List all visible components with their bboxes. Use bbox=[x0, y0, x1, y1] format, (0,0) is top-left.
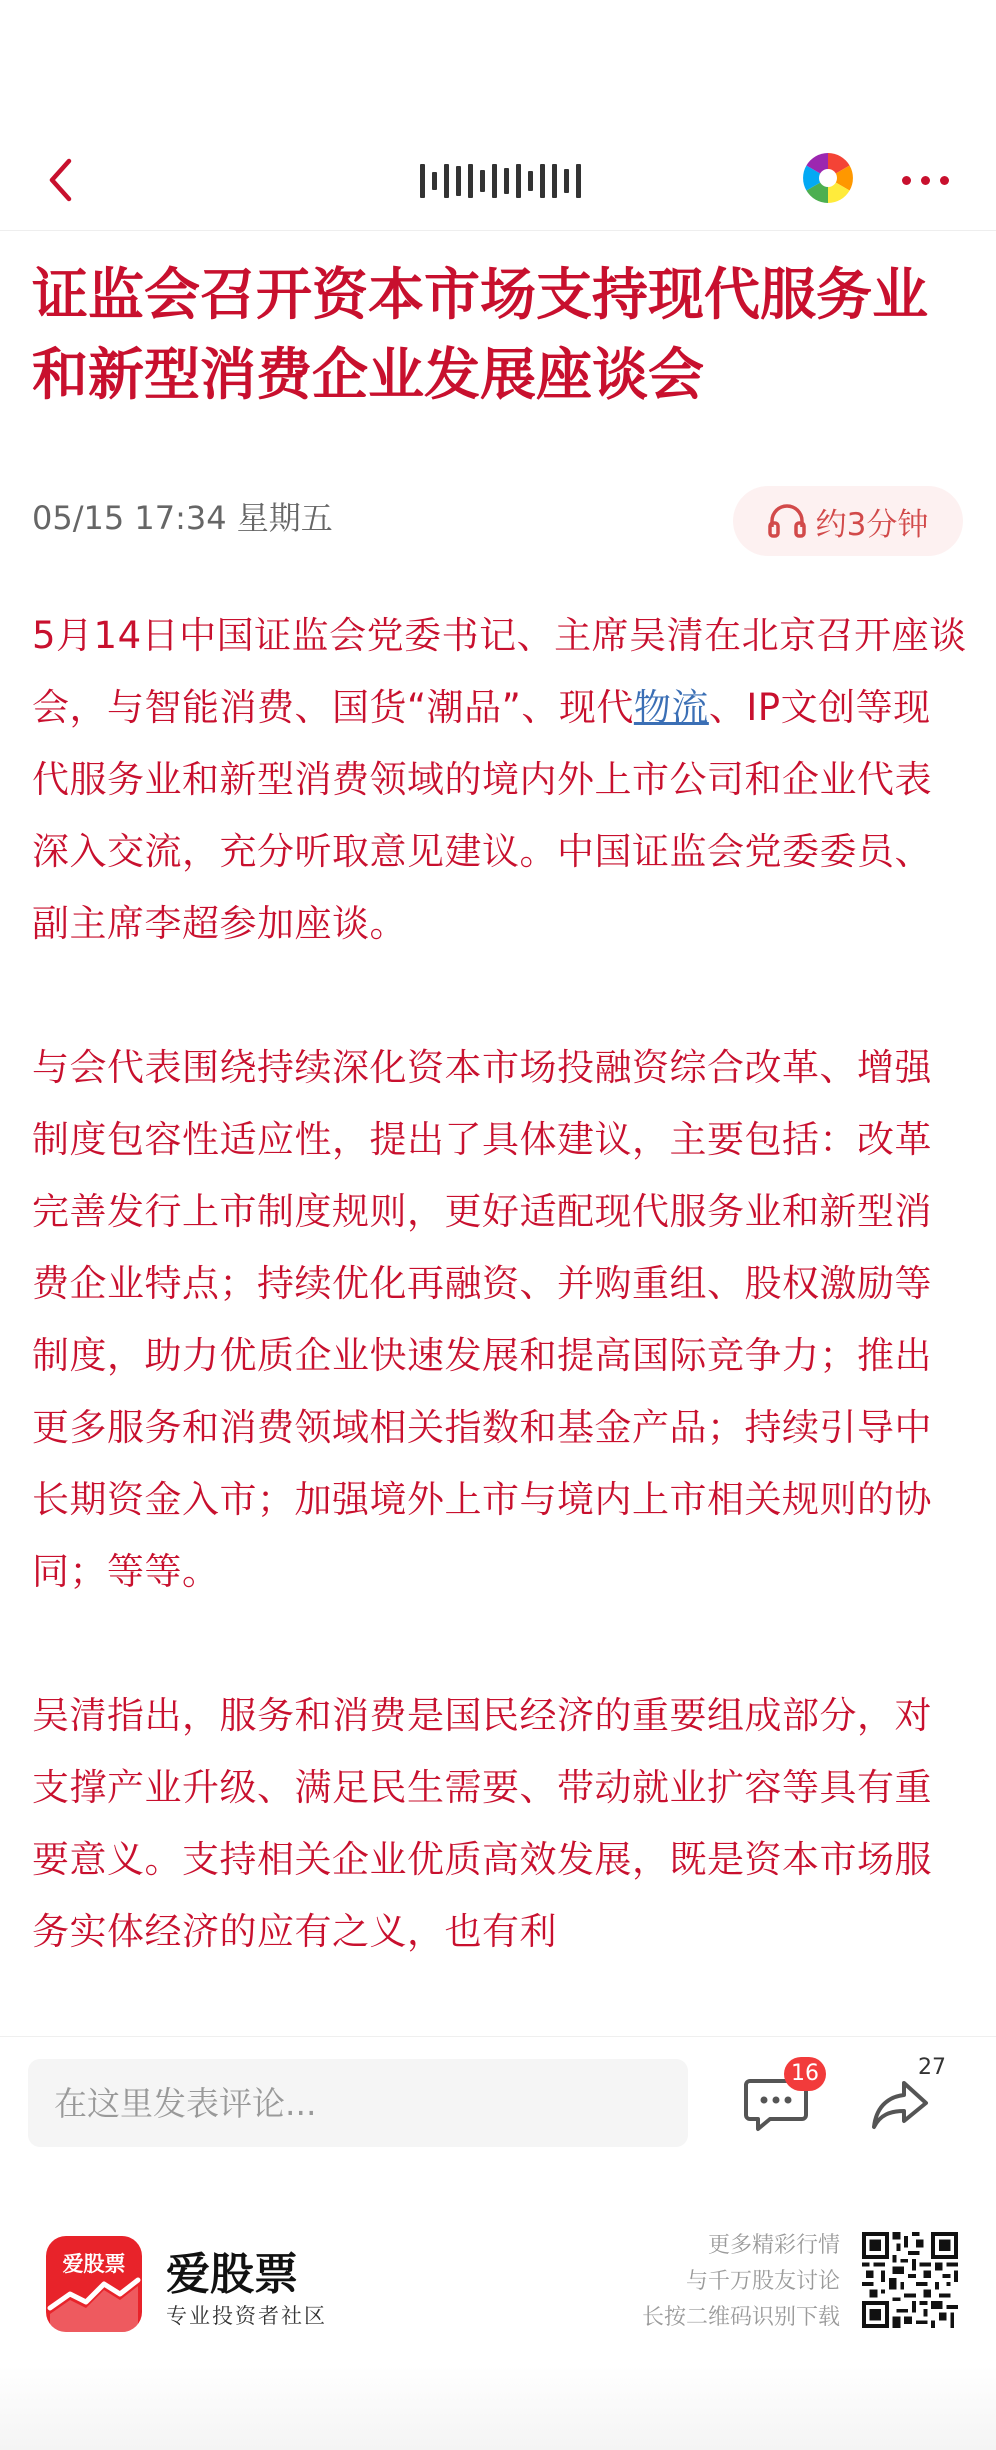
comment-bar bbox=[0, 2036, 996, 2167]
more-options-button[interactable] bbox=[880, 148, 970, 212]
app-logo-text: 爱股票 bbox=[62, 2252, 126, 2276]
share-count: 27 bbox=[918, 2055, 946, 2080]
promo-line: 更多精彩行情 bbox=[707, 2233, 840, 2258]
article-title: 证监会召开资本市场支持现代服务业和新型消费企业发展座谈会 bbox=[32, 263, 928, 408]
app-download-footer bbox=[0, 2166, 996, 2450]
share-arrow-icon bbox=[868, 2071, 932, 2135]
qr-code-icon[interactable] bbox=[862, 2232, 958, 2328]
blurred-title-text bbox=[420, 161, 581, 201]
download-promo bbox=[642, 2228, 840, 2336]
share-button[interactable] bbox=[868, 2071, 932, 2135]
paragraph-1-text-a: 5月14日中国证监会党委书记、主席吴清在北京召开座谈会，与智能消费、国货“潮品”、现代 bbox=[32, 614, 967, 729]
back-button[interactable] bbox=[40, 148, 80, 212]
app-logo bbox=[46, 2236, 142, 2332]
headphones-icon bbox=[768, 503, 806, 539]
paragraph-1 bbox=[32, 600, 967, 960]
top-nav-bar bbox=[0, 130, 996, 231]
paragraph-3: 吴清指出，服务和消费是国民经济的重要组成部分，对支撑产业升级、满足民生需要、带动就业扩容等具有重要意义。支持相关企业优质高效发展，既是资本市场服务实体经济的应有之义，也有利 bbox=[32, 1694, 932, 1953]
chart-line-icon bbox=[46, 2236, 142, 2332]
more-dots-icon bbox=[902, 176, 911, 185]
listen-duration-label: 约3分钟 bbox=[815, 506, 929, 543]
status-bar bbox=[0, 0, 996, 130]
paragraph-1-text-b: 、IP文创等现代服务业和新型消费领域的境内外上市公司和企业代表深入交流，充分听取意见建议。中国证监会党委委员、副主席李超参加座谈。 bbox=[32, 686, 932, 945]
brand-tagline: 专业投资者社区 bbox=[166, 2304, 327, 2328]
aperture-button[interactable] bbox=[792, 142, 864, 214]
brand-name: 爱股票 bbox=[166, 2249, 298, 2300]
article-date: 05/15 17:34 星期五 bbox=[32, 499, 333, 537]
promo-line: 长按二维码识别下载 bbox=[641, 2305, 840, 2330]
logistics-link[interactable]: 物流 bbox=[633, 686, 709, 729]
promo-line: 与千万股友讨论 bbox=[685, 2269, 840, 2294]
nav-title-blurred bbox=[390, 156, 610, 206]
article-body bbox=[32, 600, 967, 2040]
comment-count-badge: 16 bbox=[784, 2057, 826, 2091]
footer-decor bbox=[0, 2366, 996, 2450]
paragraph-2: 与会代表围绕持续深化资本市场投融资综合改革、增强制度包容性适应性，提出了具体建议，主要包括：改革完善发行上市制度规则，更好适配现代服务业和新型消费企业特点；持续优化再融资、并购重组、股权激励等制度，助力优质企业快速发展和提高国际竞争力；推出更多服务和消费领域相关指数和基金产品；持续引导中长期资金入市；加强境外上市与境内上市相关规则的协同；等等。 bbox=[32, 1046, 932, 1593]
back-arrow-icon bbox=[47, 157, 73, 203]
listen-audio-button[interactable] bbox=[733, 486, 963, 556]
comment-input[interactable] bbox=[28, 2059, 688, 2147]
aperture-icon bbox=[801, 151, 855, 205]
